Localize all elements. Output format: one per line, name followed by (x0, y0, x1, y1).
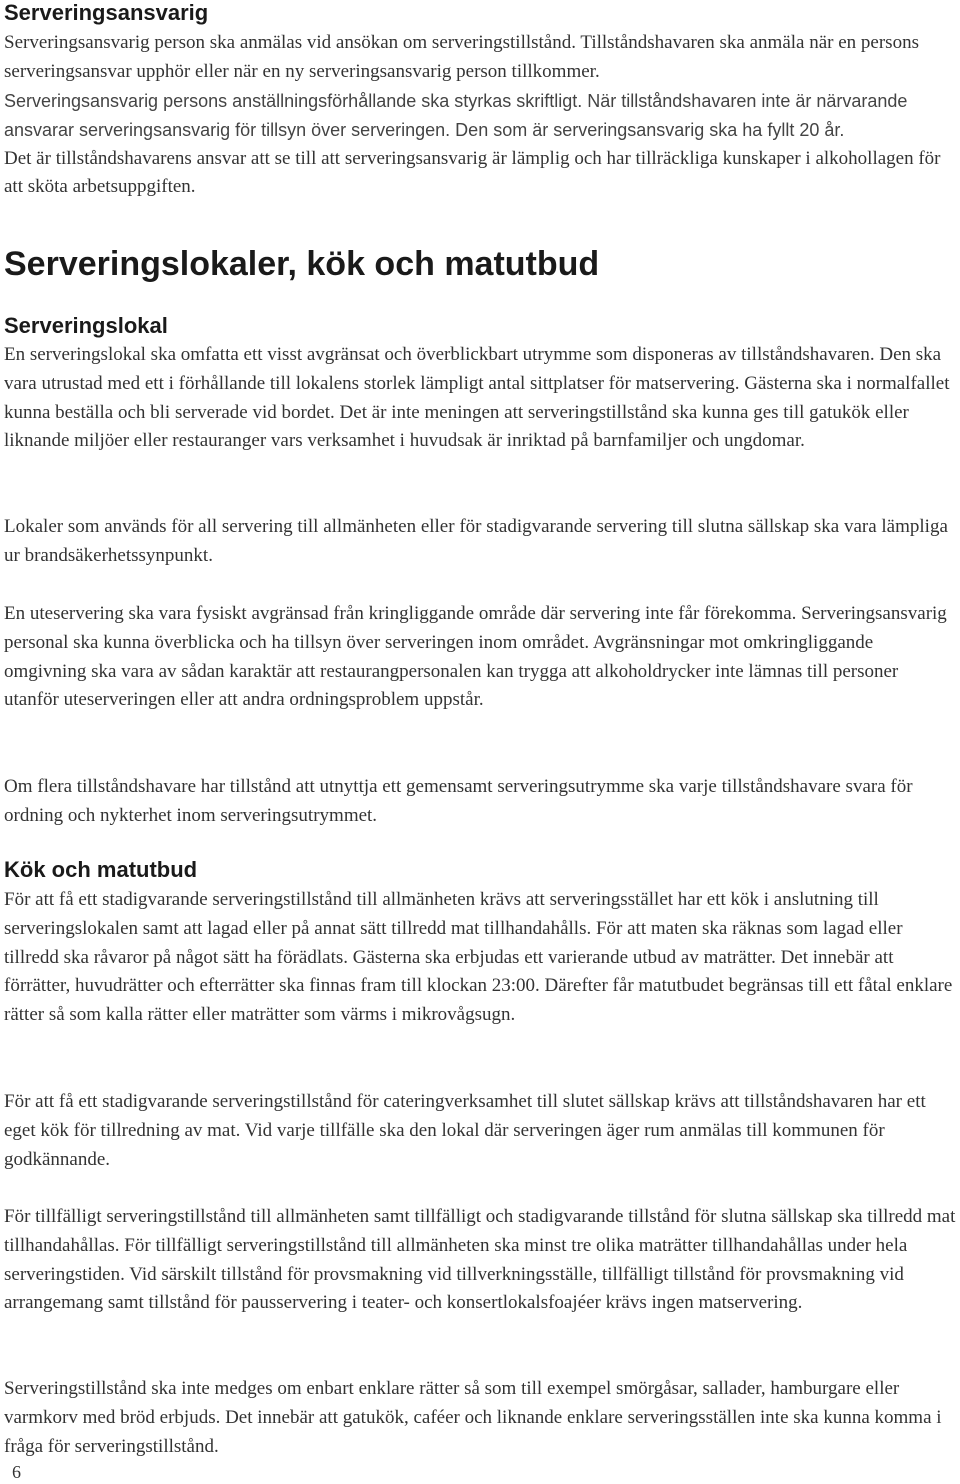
paragraph-serveringsansvarig (4, 29, 956, 202)
heading-kok-och-matutbud: Kök och matutbud (4, 857, 198, 882)
paragraph-kok-2: För att få ett stadigvarande serveringstillstånd för cateringverksamhet till slutet sällskap krävs att tillståndshavaren har ett eget kök för tillredning av mat. Vid varje tillfälle ska den lokal där serveringen äger rum anmälas till kommunen för godkännande. (4, 1091, 926, 1170)
paragraph-ansvarig-b: Serveringsansvarig persons anställningsförhållande ska styrkas skriftligt. När tillståndshavaren inte är närvarande ansvarar serveringsansvarig för tillsyn över serveringen. Den som är serveringsansvarig ska ha fyllt 20 år. (4, 90, 908, 140)
paragraph-kok-4: Serveringstillstånd ska inte medges om enbart enklare rätter så som till exempel smörgåsar, sallader, hamburgare eller varmkorv med bröd erbjuds. Det innebär att gatukök, caféer och liknande enklare serveringsställen inte ska kunna komma i fråga för serveringstillstånd. (4, 1378, 942, 1457)
paragraph-lokal-4: Om flera tillståndshavare har tillstånd att utnyttja ett gemensamt serveringsutrymme ska varje tillståndshavare svara för ordning och nykterhet inom serveringsutrymmet. (4, 776, 913, 826)
paragraph-kok-1: För att få ett stadigvarande serveringstillstånd till allmänheten krävs att serveringsstället har ett kök i anslutning till serveringslokalen samt att lagad eller på annat sätt tillredd mat tillhandahålls. För att maten ska räknas som lagad eller tillredd ska råvaror på något sätt ha förädlats. Gästerna ska erbjudas ett varierande utbud av maträtter. Det innebär att förrätter, huvudrätter och efterrätter ska finnas fram till klockan 23:00. Därefter får matutbudet begränsas till ett fåtal enklare rätter så som kalla rätter eller maträtter som värms i mikrovågsugn. (4, 889, 953, 1026)
paragraph-kok-3: För tillfälligt serveringstillstånd till allmänheten samt tillfälligt och stadigvarande tillstånd för slutna sällskap ska tillredd mat tillhandahållas. För tillfälligt serveringstillstånd till allmänheten ska minst tre olika maträtter tillhandahållas under hela serveringstiden. Vid särskilt tillstånd för provsmakning vid tillverkningsställe, tillfälligt tillstånd för provsmakning vid arrangemang samt tillstånd för pausservering i teater- och konsertlokalsfoajéer krävs ingen matservering. (4, 1206, 956, 1314)
paragraph-ansvarig-c: Det är tillståndshavarens ansvar att se till att serveringsansvarig är lämplig och har tillräckliga kunskaper i alkohollagen för att sköta arbetsuppgiften. (4, 147, 941, 198)
paragraph-ansvarig-a: Serveringsansvarig person ska anmälas vid ansökan om serveringstillstånd. Tillståndshavaren ska anmäla när en persons serveringsansvar upphör eller när en ny serveringsansvarig person tillkommer. (4, 32, 919, 82)
heading-serveringsansvarig: Serveringsansvarig (4, 0, 209, 25)
paragraph-lokal-3: En uteservering ska vara fysiskt avgränsad från kringliggande område där servering inte får förekomma. Serveringsansvarig personal ska kunna överblicka och ha tillsyn över serveringen inom området. Avgränsningar mot omkringliggande omgivning ska vara av sådan karaktär att restaurangpersonalen kan trygga att alkoholdrycker inte lämnas till personer utanför uteserveringen eller att andra ordningsproblem uppstår. (4, 603, 947, 711)
heading-serveringslokaler: Serveringslokaler, kök och matutbud (4, 245, 600, 283)
page-number: 6 (12, 1462, 21, 1482)
paragraph-lokal-1: En serveringslokal ska omfatta ett visst avgränsat och överblickbart utrymme som disponeras av tillståndshavaren. Den ska vara utrustad med ett i förhållande till lokalens storlek lämpligt antal sittplatser för matservering. Gästerna ska i normalfallet kunna beställa och bli serverade vid bordet. Det är inte meningen att serveringstillstånd ska kunna ges till gatukök eller liknande miljöer eller restauranger vars verksamhet i huvudsak är inriktad på barnfamiljer och ungdomar. (4, 344, 950, 452)
paragraph-lokal-2: Lokaler som används för all servering till allmänheten eller för stadigvarande servering till slutna sällskap ska vara lämpliga ur brandsäkerhetssynpunkt. (4, 516, 948, 566)
heading-serveringslokal: Serveringslokal (4, 313, 168, 338)
